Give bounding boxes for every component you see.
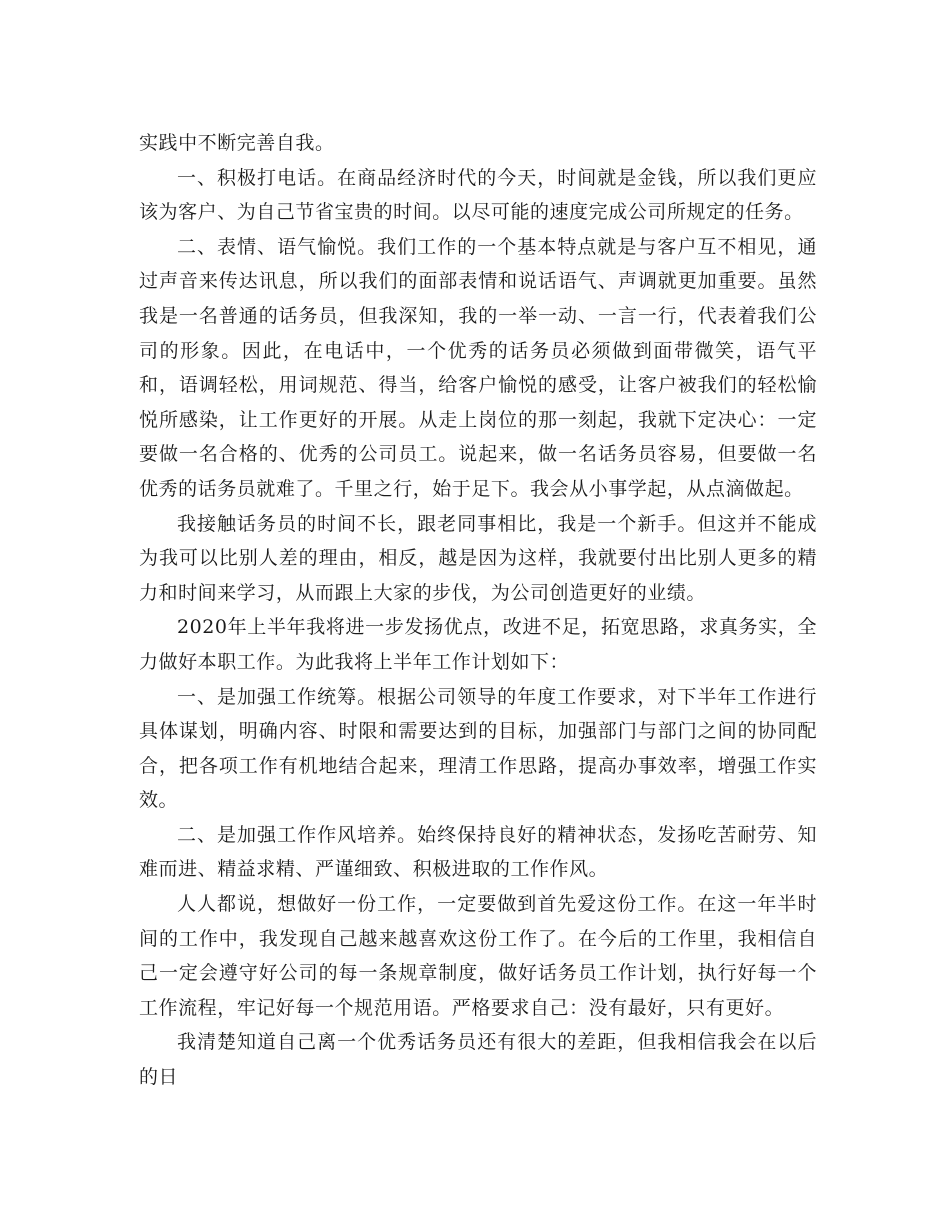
document-body xyxy=(139,126,817,1095)
paragraph-make-calls: 一、积极打电话。在商品经济时代的今天，时间就是金钱，所以我们更应该为客户、为自己节省宝贵的时间。以尽可能的速度完成公司所规定的任务。 xyxy=(139,166,817,224)
paragraph-tone-of-voice: 二、表情、语气愉悦。我们工作的一个基本特点就是与客户互不相见，通过声音来传达讯息，所以我们的面部表情和说话语气、声调就更加重要。虽然我是一名普通的话务员，但我深知，我的一举一动、一言一行，代表着我们公司的形象。因此，在电话中，一个优秀的话务员必须做到面带微笑，语气平和，语调轻松，用词规范、得当，给客户愉悦的感受，让客户被我们的轻松愉悦所感染，让工作更好的开展。从走上岗位的那一刻起，我就下定决心：一定要做一名合格的、优秀的公司员工。说起来，做一名话务员容易，但要做一名优秀的话务员就难了。千里之行，始于足下。我会从小事学起，从点滴做起。 xyxy=(139,235,817,500)
paragraph-closing: 我清楚知道自己离一个优秀话务员还有很大的差距，但我相信我会在以后的日 xyxy=(139,1031,817,1089)
paragraph-love-the-work: 人人都说，想做好一份工作，一定要做到首先爱这份工作。在这一年半时间的工作中，我发现自己越来越喜欢这份工作了。在今后的工作里，我相信自己一定会遵守好公司的每一条规章制度，做好话务员工作计划，执行好每一个工作流程，牢记好每一个规范用语。严格要求自己：没有最好，只有更好。 xyxy=(139,893,817,1019)
paragraph-newcomer: 我接触话务员的时间不长，跟老同事相比，我是一个新手。但这并不能成为我可以比别人差的理由，相反，越是因为这样，我就要付出比别人更多的精力和时间来学习，从而跟上大家的步伐，为公司创造更好的业绩。 xyxy=(139,512,817,604)
paragraph-plan-intro: 2020年上半年我将进一步发扬优点，改进不足，拓宽思路，求真务实，全力做好本职工作。为此我将上半年工作计划如下： xyxy=(139,616,817,673)
paragraph-plan-item-2: 二、是加强工作作风培养。始终保持良好的精神状态，发扬吃苦耐劳、知难而进、精益求精、严谨细致、积极进取的工作作风。 xyxy=(139,823,817,881)
paragraph-continuation: 实践中不断完善自我。 xyxy=(139,132,335,154)
paragraph-plan-item-1: 一、是加强工作统筹。根据公司领导的年度工作要求，对下半年工作进行具体谋划，明确内容、时限和需要达到的目标，加强部门与部门之间的协同配合，把各项工作有机地结合起来，理清工作思路，提高办事效率，增强工作实效。 xyxy=(139,685,817,812)
